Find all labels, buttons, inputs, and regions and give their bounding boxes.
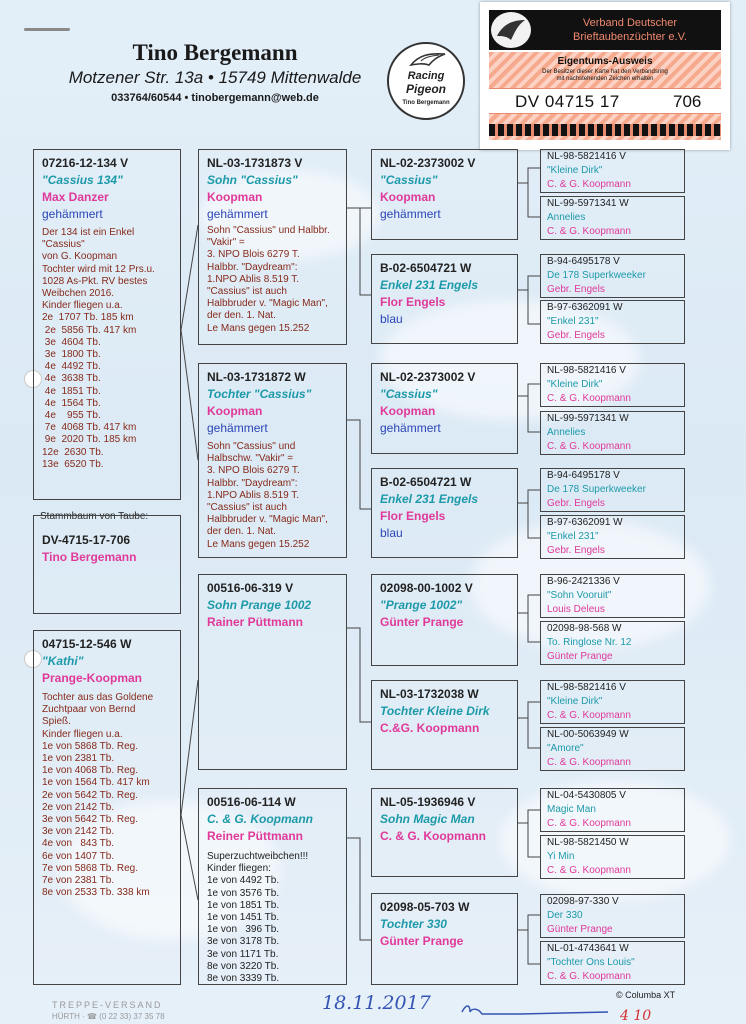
maternal-grandfather-name: Sohn Prange 1002 <box>207 598 312 612</box>
gen4-breeder: C. & G. Koopmann <box>547 818 631 829</box>
gen4-name: "Kleine Dirk" <box>547 165 603 176</box>
gen3-name: Sohn Magic Man <box>380 812 475 826</box>
gen4-box <box>540 894 685 938</box>
gen4-name: "Kleine Dirk" <box>547 696 603 707</box>
gen4-ring: NL-00-5063949 W <box>547 729 629 740</box>
gen3-ring: NL-03-1732038 W <box>380 687 479 701</box>
gen4-breeder: C. & G. Koopmann <box>547 226 631 237</box>
logo-text-pigeon: Pigeon <box>405 82 446 96</box>
card-org-line2: Brieftaubenzüchter e.V. <box>573 31 687 43</box>
gen3-name: "Cassius" <box>380 387 438 401</box>
maternal-grandfather-box <box>198 574 347 770</box>
gen4-ring: 02098-98-568 W <box>547 623 622 634</box>
gen3-ring: NL-02-2373002 V <box>380 156 476 170</box>
paternal-grandfather-ring: NL-03-1731873 V <box>207 156 303 170</box>
gen4-breeder: Günter Prange <box>547 924 613 935</box>
gen4-ring: NL-01-4743641 W <box>547 943 629 954</box>
gen4-ring: NL-98-5821416 V <box>547 682 626 693</box>
gen4-ring: NL-99-5971341 W <box>547 198 629 209</box>
gen3-ring: B-02-6504721 W <box>380 261 472 275</box>
gen4-name: "Tochter Ons Louis" <box>547 957 635 968</box>
gen4-breeder: C. & G. Koopmann <box>547 710 631 721</box>
gen4-name: "Enkel 231" <box>547 531 599 542</box>
gen4-box <box>540 411 685 455</box>
gen4-box <box>540 515 685 559</box>
gen4-name: Annelies <box>547 212 586 223</box>
gen3-box <box>371 149 518 240</box>
gen4-breeder: C. & G. Koopmann <box>547 865 631 876</box>
gen3-name: Enkel 231 Engels <box>380 492 479 506</box>
gen3-box <box>371 680 518 770</box>
gen3-box <box>371 788 518 877</box>
gen4-name: De 178 Superkweeker <box>547 270 646 281</box>
pedigree-owner-ring: DV-4715-17-706 <box>42 533 131 547</box>
paternal-grandfather-box <box>198 149 347 345</box>
gen4-box <box>540 574 685 618</box>
father-ring: 07216-12-134 V <box>42 156 129 170</box>
maternal-grandmother-name: C. & G. Koopmann <box>207 812 313 826</box>
gen4-ring: 02098-97-330 V <box>547 896 619 907</box>
gen3-breeder: C.&G. Koopmann <box>380 721 480 735</box>
card-note-line2: mit nachstehenden Zeichen erhalten <box>556 76 654 82</box>
card-ring-number: DV 04715 17 <box>515 92 620 111</box>
gen4-ring: NL-98-5821416 V <box>547 365 626 376</box>
mother-breeder: Prange-Koopman <box>42 671 143 685</box>
logo-text-owner: Tino Bergemann <box>402 100 450 106</box>
mother-ring: 04715-12-546 W <box>42 637 132 651</box>
gen3-breeder: Flor Engels <box>380 509 446 523</box>
maternal-grandfather-ring: 00516-06-319 V <box>207 581 294 595</box>
gen4-name: Magic Man <box>547 804 596 815</box>
gen4-box <box>540 941 685 985</box>
gen4-breeder: C. & G. Koopmann <box>547 971 631 982</box>
gen3-breeder: Koopman <box>380 190 436 204</box>
paternal-grandmother-breeder: Koopman <box>207 404 263 418</box>
gen4-ring: NL-04-5430805 V <box>547 790 626 801</box>
gen3-color: blau <box>380 526 403 540</box>
signature-scribble <box>460 1002 610 1020</box>
gen4-breeder: Gebr. Engels <box>547 498 605 509</box>
gen4-ring: B-97-6362091 W <box>547 302 623 313</box>
copyright: © Columba XT <box>616 990 676 1000</box>
card-ring-extension: 706 <box>673 92 702 111</box>
pedigree-owner-label: Stammbaum von Taube: <box>40 511 149 522</box>
maternal-grandmother-ring: 00516-06-114 W <box>207 795 296 809</box>
pedigree-owner-box <box>33 515 181 614</box>
gen3-ring: 02098-00-1002 V <box>380 581 473 595</box>
gen3-color: blau <box>380 312 403 326</box>
logo-text-racing: Racing <box>407 70 445 82</box>
gen4-breeder: C. & G. Koopmann <box>547 441 631 452</box>
gen3-name: "Cassius" <box>380 173 438 187</box>
paternal-grandfather-name: Sohn "Cassius" <box>207 173 298 187</box>
gen4-breeder: C. & G. Koopmann <box>547 757 631 768</box>
gen3-breeder: Koopman <box>380 404 436 418</box>
gen4-name: "Kleine Dirk" <box>547 379 603 390</box>
paternal-grandmother-color: gehämmert <box>207 421 268 435</box>
gen4-name: To. Ringlose Nr. 12 <box>547 637 632 648</box>
gen3-box <box>371 574 518 666</box>
gen4-name: "Amore" <box>547 743 584 754</box>
father-color: gehämmert <box>42 207 103 221</box>
pedigree-owner-breeder: Tino Bergemann <box>42 550 137 564</box>
gen4-ring: B-94-6495178 V <box>547 470 620 481</box>
maternal-grandmother-notes: Superzuchtweibchen!!! Kinder fliegen: 1e von 4492 Tb. 1e von 3576 Tb. 1e von 1851 Tb. 1e von 1451 Tb. 1e von 396 Tb. 3e von 3178 Tb. 3e von 1171 Tb. 8e von 3220 Tb. 8e von 3339 Tb. <box>207 851 309 985</box>
gen4-box <box>540 727 685 771</box>
gen4-ring: B-94-6495178 V <box>547 256 620 267</box>
gen4-breeder: C. & G. Koopmann <box>547 179 631 190</box>
card-org-line1: Verband Deutscher <box>582 17 678 29</box>
gen4-box <box>540 788 685 832</box>
gen4-box <box>540 254 685 298</box>
mother-notes: Tochter aus das Goldene Zuchtpaar von Bernd Spieß. Kinder fliegen u.a. 1e von 5868 Tb. Reg. 1e von 2381 Tb. 1e von 4068 Tb. Reg. 1e von 1564 Tb. 417 km 2e von 5642 Tb. Reg. 2e von 2142 Tb. 3e von 5642 Tb. Reg. 3e von 2142 Tb. 4e von 843 Tb. 6e von 1407 Tb. 7e von 5868 Tb. Reg. 7e von 2381 Tb. 8e von 2533 Tb. 338 km <box>42 692 154 899</box>
gen4-box <box>540 621 685 665</box>
gen3-breeder: C. & G. Koopmann <box>380 829 486 843</box>
father-name: "Cassius 134" <box>42 173 123 187</box>
paternal-grandmother-name: Tochter "Cassius" <box>207 387 312 401</box>
gen4-name: Annelies <box>547 427 586 438</box>
gen3-box <box>371 468 518 558</box>
gen3-breeder: Flor Engels <box>380 295 446 309</box>
paternal-grandmother-box <box>198 363 347 558</box>
gen4-ring: B-96-2421336 V <box>547 576 620 587</box>
mother-box <box>33 630 181 985</box>
owner-contact: 033764/60544 • tinobergemann@web.de <box>111 92 319 104</box>
gen4-box <box>540 149 685 193</box>
vendor-contact: HÜRTH · ☎ (0 22 33) 37 35 78 <box>52 1012 165 1021</box>
owner-name: Tino Bergemann <box>132 40 298 65</box>
gen3-breeder: Günter Prange <box>380 934 464 948</box>
vendor-name: TREPPE-VERSAND <box>52 1000 163 1010</box>
gen3-box <box>371 893 518 985</box>
gen4-breeder: C. & G. Koopmann <box>547 393 631 404</box>
gen3-ring: NL-02-2373002 V <box>380 370 476 384</box>
paternal-grandmother-notes: Sohn "Cassius" und Halbschw. "Vakir" = 3. NPO Blois 6279 T. Halbbr. "Daydream": 1.NPO Ablis 8.519 T. "Cassius" ist auch Halbbruder v. "Magic Man", der den. 1. Nat. Le Mans gegen 15.252 <box>207 441 328 550</box>
paternal-grandfather-notes: Sohn "Cassius" und Halbbr. "Vakir" = 3. NPO Blois 6279 T. Halbbr. "Daydream": 1.NPO Ablis 8.519 T. "Cassius" ist auch Halbbruder v. "Magic Man", der den. 1. Nat. Le Mans gegen 15.252 <box>207 225 330 334</box>
gen4-name: Der 330 <box>547 910 583 921</box>
gen3-box <box>371 254 518 344</box>
gen3-ring: 02098-05-703 W <box>380 900 470 914</box>
gen4-name: "Sohn Vooruit" <box>547 590 612 601</box>
father-box <box>33 149 181 500</box>
maternal-grandfather-breeder: Rainer Püttmann <box>207 615 304 629</box>
gen3-ring: B-02-6504721 W <box>380 475 472 489</box>
gen4-box <box>540 835 685 879</box>
maternal-grandmother-box <box>198 788 347 985</box>
gen3-box <box>371 363 518 454</box>
gen3-name: Tochter Kleine Dirk <box>380 704 490 718</box>
gen4-name: De 178 Superkweeker <box>547 484 646 495</box>
gen3-color: gehämmert <box>380 207 441 221</box>
handwritten-date: 18.11.2017 <box>322 992 431 1014</box>
gen4-name: Yi Min <box>547 851 575 862</box>
gen4-breeder: Louis Deleus <box>547 604 605 615</box>
gen4-box <box>540 468 685 512</box>
gen3-color: gehämmert <box>380 421 441 435</box>
paternal-grandfather-breeder: Koopman <box>207 190 263 204</box>
mother-name: "Kathi" <box>42 654 84 668</box>
gen4-ring: NL-99-5971341 W <box>547 413 629 424</box>
gen3-name: "Prange 1002" <box>380 598 463 612</box>
handwritten-mark: 4 10 <box>620 1008 652 1024</box>
card-title: Eigentums-Ausweis <box>557 56 653 67</box>
paternal-grandmother-ring: NL-03-1731872 W <box>207 370 306 384</box>
gen4-breeder: Günter Prange <box>547 651 613 662</box>
father-breeder: Max Danzer <box>42 190 109 204</box>
gen4-breeder: Gebr. Engels <box>547 545 605 556</box>
card-note-line1: Der Besitzer dieser Karte hat den Verbandsring <box>542 69 668 75</box>
gen4-ring: NL-98-5821416 V <box>547 151 626 162</box>
gen4-ring: NL-98-5821450 W <box>547 837 629 848</box>
gen3-name: Tochter 330 <box>380 917 447 931</box>
gen4-ring: B-97-6362091 W <box>547 517 623 528</box>
gen3-ring: NL-05-1936946 V <box>380 795 476 809</box>
gen3-breeder: Günter Prange <box>380 615 464 629</box>
gen4-box <box>540 680 685 724</box>
gen4-box <box>540 363 685 407</box>
paternal-grandfather-color: gehämmert <box>207 207 268 221</box>
father-notes: Der 134 ist ein Enkel "Cassius" von G. Koopman Tochter wird mit 12 Prs.u. 1028 As-Pkt. RV bestes Weibchen 2016. Kinder fliegen u.a. 2e 1707 Tb. 185 km 2e 5856 Tb. 417 km 3e 4604 Tb. 3e 1800 Tb. 4e 4492 Tb. 4e 3638 Tb. 4e 1851 Tb. 4e 1564 Tb. 4e 955 Tb. 7e 4068 Tb. 417 km 9e 2020 Tb. 185 km 12e 2630 Tb. 13e 6520 Tb. <box>42 227 155 470</box>
gen4-box <box>540 196 685 240</box>
gen4-breeder: Gebr. Engels <box>547 284 605 295</box>
gen4-name: "Enkel 231" <box>547 316 599 327</box>
gen4-breeder: Gebr. Engels <box>547 330 605 341</box>
owner-address: Motzener Str. 13a • 15749 Mittenwalde <box>68 68 362 87</box>
maternal-grandmother-breeder: Reiner Püttmann <box>207 829 304 843</box>
gen3-name: Enkel 231 Engels <box>380 278 479 292</box>
gen4-box <box>540 300 685 344</box>
